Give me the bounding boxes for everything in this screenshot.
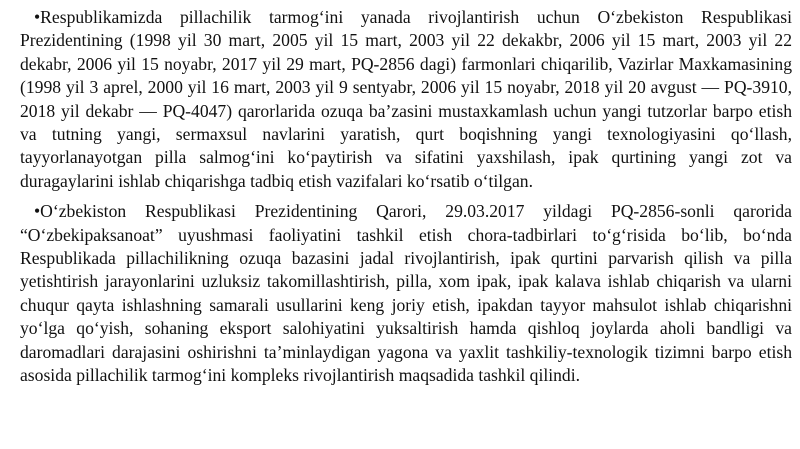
bullet-icon: • xyxy=(34,201,41,222)
paragraph-text: O‘zbekiston Respublikasi Prezidentining Qarori, 29.03.2017 yildagi PQ-2856-sonli qarorida “O‘zbekipaksanoat” uyushmasi faoliyatini tashkil etish chora-tadbirlari to‘g‘risida bo‘lib, bo‘nda Respublikada pillachilikning ozuqa bazasini jadal rivojlantirish, ipak qurtini parvarish qilish va pilla yetishtirish jarayonlarini uzluksiz takomillashtirish, pilla, xom ipak, ipak kalava ishlab chiqarish va ularni chuqur qayta ishlashning samarali usullarini keng joriy etish, ipakdan tayyor mahsulot ishlab chiqarishni yo‘lga qo‘yish, sohaning eksport salohiyatini yuksaltirish hamda qishloq joylarda aholi bandligi va daromadlari darajasini oshirishni ta’minlaydigan yagona va yaxlit tashkiliy-texnologik tizimni barpo etish asosida pillachilik tarmog‘ini kompleks rivojlantirish maqsadida tashkil qilindi. xyxy=(20,201,792,386)
paragraph-text: Respublikamizda pillachilik tarmog‘ini yanada rivojlantirish uchun O‘zbekiston Respublikasi Prezidentining (1998 yil 30 mart, 2005 yil 15 mart, 2003 yil 22 dekakbr, 2006 yil 15 mart, 2003 yil 22 dekabr, 2006 yil 15 noyabr, 2017 yil 29 mart, PQ-2856 dagi) farmonlari chiqarilib, Vazirlar Maxkamasining (1998 yil 3 aprel, 2000 yil 16 mart, 2003 yil 9 sentyabr, 2006 yil 15 noyabr, 2018 yil 20 avgust — PQ-3910, 2018 yil dekabr — PQ-4047) qarorlarida ozuqa ba’zasini mustaxkamlash uchun yangi tutzorlar barpo etish va tutning yangi, sermaxsul navlarini yaratish, qurt boqishning yangi texnologiyasini qo‘llash, tayyorlanayotgan pilla salmog‘ini ko‘paytirish va sifatini yaxshilash, ipak qurtining yangi zot va duragaylarini ishlab chiqarishga tadbiq etish vazifalari ko‘rsatib o‘tilgan. xyxy=(20,7,792,191)
paragraph-decrees xyxy=(20,6,792,193)
paragraph-resolution xyxy=(20,200,792,387)
document-body xyxy=(20,6,792,388)
bullet-icon: • xyxy=(34,7,41,27)
